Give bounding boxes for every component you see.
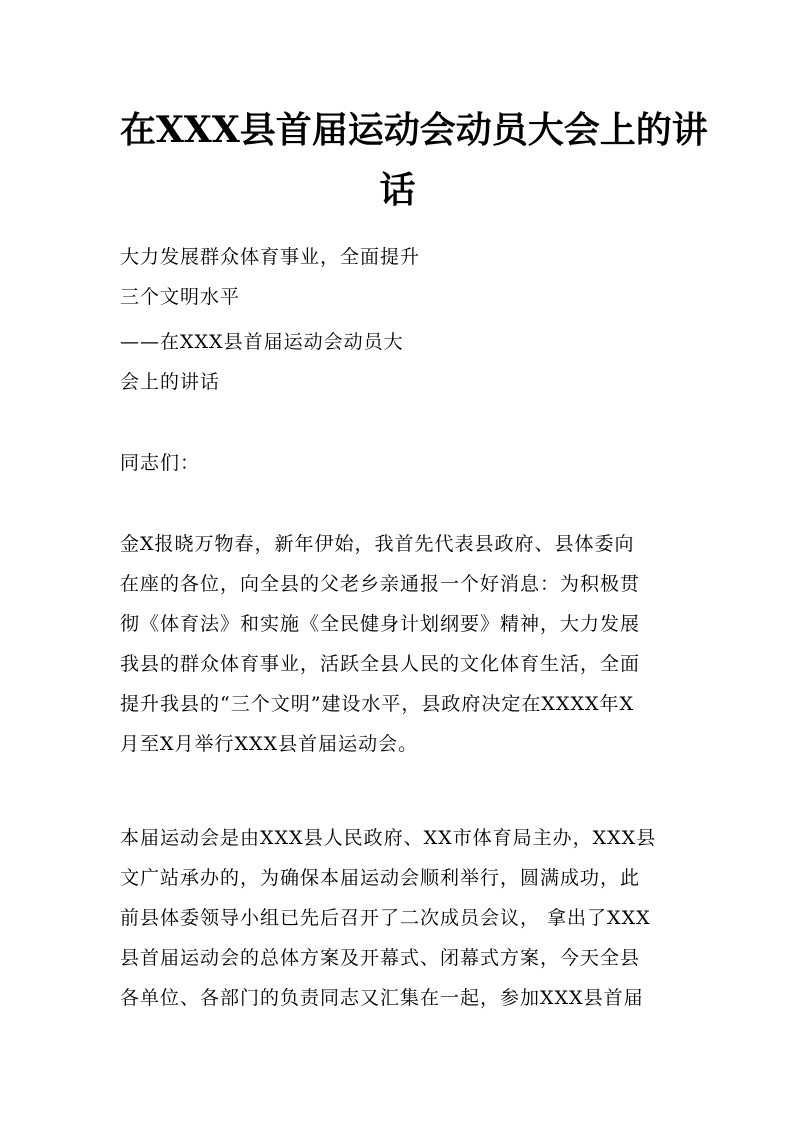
title-line-2: 话 bbox=[379, 169, 416, 211]
paragraph-2-line: 文广站承办的，为确保本届运动会顺利举行，圆满成功，此 bbox=[120, 867, 641, 889]
document-page bbox=[120, 0, 708, 1009]
subtitle-line-2: 三个文明水平 bbox=[120, 286, 241, 308]
paragraph-1-line: 月至X月举行XXX县首届运动会。 bbox=[120, 733, 419, 755]
document-title bbox=[120, 0, 708, 220]
speech-subtitle bbox=[120, 237, 675, 317]
title-line-1: 在XXX县首届运动会动员大会上的讲 bbox=[120, 109, 708, 151]
paragraph-2 bbox=[120, 818, 675, 1018]
paragraph-1-line: 彻《体育法》和实施《全民健身计划纲要》精神，大力发展 bbox=[120, 613, 641, 635]
subtitle-line-1: 大力发展群众体育事业，全面提升 bbox=[120, 246, 421, 268]
paragraph-1 bbox=[120, 524, 675, 764]
source-line-1: ——在XXX县首届运动会动员大 bbox=[120, 331, 404, 353]
paragraph-1-line: 在座的各位，向全县的父老乡亲通报一个好消息：为积极贯 bbox=[120, 573, 641, 595]
paragraph-1-line: 我县的群众体育事业，活跃全县人民的文化体育生活，全面 bbox=[120, 653, 641, 675]
speech-source-line bbox=[120, 322, 675, 402]
paragraph-2-line: 各单位、各部门的负责同志又汇集在一起，参加XXX县首届 bbox=[120, 987, 644, 1009]
source-line-2: 会上的讲话 bbox=[120, 371, 221, 393]
paragraph-2-line: 县首届运动会的总体方案及开幕式、闭幕式方案，今天全县 bbox=[120, 947, 641, 969]
greeting: 同志们： bbox=[120, 452, 201, 474]
paragraph-2-line: 本届运动会是由XXX县人民政府、XX市体育局主办，XXX县 bbox=[120, 827, 657, 849]
paragraph-1-line: 金X报晓万物春，新年伊始，我首先代表县政府、县体委向 bbox=[120, 533, 635, 555]
paragraph-1-line: 提升我县的“三个文明”建设水平，县政府决定在XXXX年X bbox=[120, 693, 635, 715]
paragraph-2-line: 前县体委领导小组已先后召开了二次成员会议， 拿出了XXX bbox=[120, 907, 651, 929]
